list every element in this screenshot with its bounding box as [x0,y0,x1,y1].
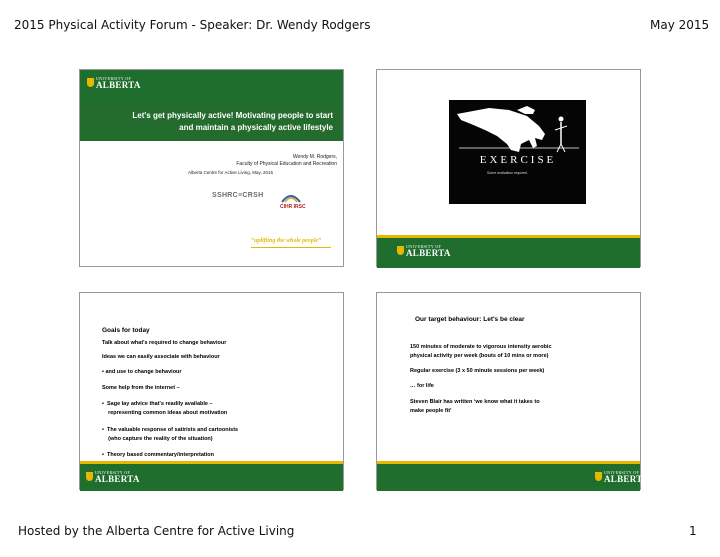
author-info: Wendy M. Rodgers, Faculty of Physical Education and Recreation [236,154,337,167]
list-item: Steven Blair has written ‘we know what it takes to [410,399,540,405]
list-item: make people fit’ [410,408,452,414]
tagline-underline [251,247,331,248]
slide-heading: Goals for today [102,327,150,334]
slide-heading: Our target behaviour: Let's be clear [415,316,525,323]
page-number: 1 [689,524,697,538]
slide-title-text: Let's get physically active! Motivating people to start and maintain a physically active lifestyle [132,111,333,132]
page-header-date: May 2015 [650,18,710,32]
list-item: • and use to change behaviour [102,369,182,375]
page-header-left: 2015 Physical Activity Forum - Speaker: Dr. Wendy Rodgers [14,18,371,32]
list-item: Ideas we can easily associate with behaviour [102,354,220,360]
slide-exercise[interactable]: EXERCISE Some motivation required. UNIVERSITY OF ALBERTA [376,69,641,267]
venue-text: Alberta Centre for Active Living, May, 2015 [188,170,273,175]
list-item: (who capture the reality of the situation) [102,436,213,442]
page-footer-left: Hosted by the Alberta Centre for Active Living [18,524,295,538]
exercise-subtitle: Some motivation required. [487,171,528,175]
slide-target-behaviour[interactable]: Our target behaviour: Let's be clear 150 minutes of moderate to vigorous intensity aerobic physical activity per week (bouts of 10 mins or more) Regular exercise (3 x 50 minute sessions per week) … for life Steven Blair has written ‘we know what it takes to make people fit’ UNIVERSITY OF ALBERTA [376,292,641,490]
slide-goals[interactable]: Goals for today Talk about what's required to change behaviour Ideas we can easily associate with behaviour • and use to change behaviour Some help from the internet – • Sage lay advice that's readily available – representing common ideas about motivation • The valuable response of satirists and cartoonists (who capture the reality of the situation) • Theory based commentary/interpretation UNIVERSITY OF ALBERTA [79,292,344,490]
dinosaur-icon [449,100,586,204]
slide-title[interactable]: UNIVERSITY OF ALBERTA Let's get physically active! Motivating people to start and maintain a physically active lifestyle Wendy M. Rodgers, Faculty of Physical Education and Recreation Alberta Centre for Active Living, May, 2015 SSHRC≡CRSH CIHR IRSC “uplifting the whole people” [79,69,344,267]
cihr-text: CIHR IRSC [280,204,306,210]
list-item: Talk about what's required to change behaviour [102,340,227,346]
list-item: • The valuable response of satirists and cartoonists [102,427,239,433]
exercise-word: EXERCISE [479,154,557,166]
list-item: 150 minutes of moderate to vigorous intensity aerobic [410,344,552,350]
list-item: representing common ideas about motivation [102,410,228,416]
tagline: “uplifting the whole people” [251,238,322,244]
list-item: Regular exercise (3 x 50 minute sessions per week) [410,368,545,374]
list-item: Some help from the internet – [102,385,180,391]
sshrc-logo: SSHRC≡CRSH [212,192,264,199]
list-item: … for life [410,383,434,389]
list-item: • Sage lay advice that's readily available – [102,401,213,407]
list-item: physical activity per week (bouts of 10 mins or more) [410,353,549,359]
list-item: • Theory based commentary/interpretation [102,452,214,458]
